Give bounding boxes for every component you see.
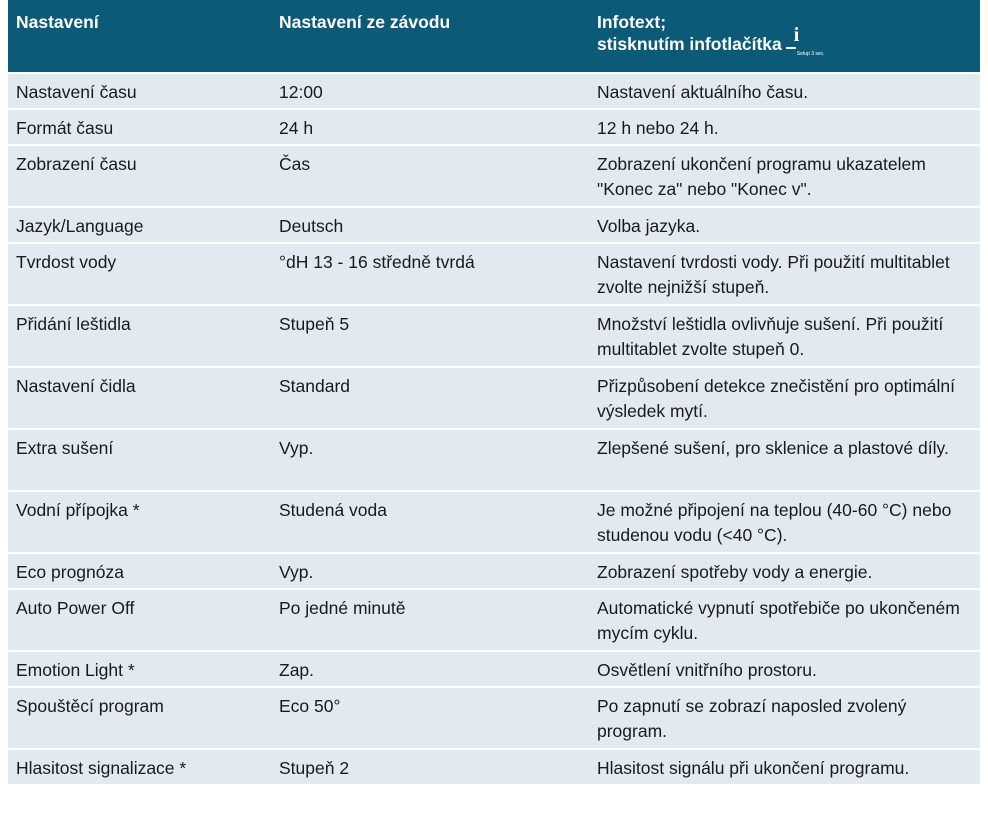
table-row bbox=[8, 144, 980, 206]
settings-table bbox=[8, 0, 980, 784]
default-cell: °dH 13 - 16 středně tvrdá bbox=[279, 252, 475, 272]
table-row bbox=[8, 108, 980, 144]
header-infotext-line2 bbox=[597, 24, 972, 57]
table-header bbox=[8, 0, 980, 72]
setting-cell: Formát času bbox=[16, 118, 114, 138]
info-cell: Automatické vypnutí spotřebiče po ukončeném mycím cyklu. bbox=[597, 598, 960, 643]
header-setting: Nastavení bbox=[16, 12, 99, 32]
info-cell: Osvětlení vnitřního prostoru. bbox=[597, 660, 817, 680]
default-cell: 12:00 bbox=[279, 82, 323, 102]
default-cell: Po jedné minutě bbox=[279, 598, 406, 618]
default-cell: Vyp. bbox=[279, 438, 314, 458]
info-icon-caption: Setup 3 sec. bbox=[796, 51, 825, 57]
header-infotext bbox=[589, 0, 980, 72]
info-cell: Zlepšené sušení, pro sklenice a plastové díly. bbox=[597, 438, 949, 458]
setting-cell: Nastavení čidla bbox=[16, 376, 136, 396]
table-row bbox=[8, 748, 980, 784]
setting-cell: Spouštěcí program bbox=[16, 696, 164, 716]
info-icon: i Setup 3 sec. bbox=[786, 33, 820, 55]
info-cell: Hlasitost signálu při ukončení programu. bbox=[597, 758, 910, 778]
info-cell: Po zapnutí se zobrazí naposled zvolený program. bbox=[597, 696, 907, 741]
setting-cell: Jazyk/Language bbox=[16, 216, 144, 236]
default-cell: Stupeň 2 bbox=[279, 758, 350, 778]
table-row bbox=[8, 686, 980, 748]
table-row bbox=[8, 72, 980, 108]
table-row bbox=[8, 552, 980, 588]
info-cell: Množství leštidla ovlivňuje sušení. Při použití multitablet zvolte stupeň 0. bbox=[597, 314, 944, 359]
default-cell: Standard bbox=[279, 376, 351, 396]
setting-cell: Tvrdost vody bbox=[16, 252, 117, 272]
setting-cell: Emotion Light * bbox=[16, 660, 135, 680]
default-cell: Zap. bbox=[279, 660, 315, 680]
table-row bbox=[8, 304, 980, 366]
setting-cell: Auto Power Off bbox=[16, 598, 135, 618]
table-row bbox=[8, 588, 980, 650]
info-cell: Volba jazyka. bbox=[597, 216, 701, 236]
default-cell: Stupeň 5 bbox=[279, 314, 350, 334]
default-cell: Eco 50° bbox=[279, 696, 341, 716]
table-row bbox=[8, 242, 980, 304]
setting-cell: Vodní přípojka * bbox=[16, 500, 140, 520]
setting-cell: Zobrazení času bbox=[16, 154, 137, 174]
setting-cell: Přidání leštidla bbox=[16, 314, 131, 334]
info-cell: Přizpůsobení detekce znečistění pro optimální výsledek mytí. bbox=[597, 376, 955, 421]
default-cell: 24 h bbox=[279, 118, 314, 138]
header-infotext-label: stisknutím infotlačítka bbox=[597, 34, 782, 54]
default-cell: Deutsch bbox=[279, 216, 344, 236]
table-row bbox=[8, 650, 980, 686]
setting-cell: Eco prognóza bbox=[16, 562, 124, 582]
setting-cell: Nastavení času bbox=[16, 82, 137, 102]
table-row bbox=[8, 428, 980, 490]
info-cell: Zobrazení spotřeby vody a energie. bbox=[597, 562, 873, 582]
info-cell: Nastavení tvrdosti vody. Při použití multitablet zvolte nejnižší stupeň. bbox=[597, 252, 950, 297]
info-cell: Nastavení aktuálního času. bbox=[597, 82, 809, 102]
table-row bbox=[8, 206, 980, 242]
table-row bbox=[8, 490, 980, 552]
info-cell: Je možné připojení na teplou (40-60 °C) nebo studenou vodu (<40 °C). bbox=[597, 500, 952, 545]
default-cell: Vyp. bbox=[279, 562, 314, 582]
default-cell: Studená voda bbox=[279, 500, 388, 520]
setting-cell: Hlasitost signalizace * bbox=[16, 758, 187, 778]
info-cell: Zobrazení ukončení programu ukazatelem "Konec za" nebo "Konec v". bbox=[597, 154, 926, 199]
default-cell: Čas bbox=[279, 154, 311, 174]
header-factory-default: Nastavení ze závodu bbox=[279, 12, 451, 32]
table-row bbox=[8, 366, 980, 428]
header-infotext-line1: Infotext; bbox=[597, 12, 667, 32]
setting-cell: Extra sušení bbox=[16, 438, 114, 458]
info-cell: 12 h nebo 24 h. bbox=[597, 118, 719, 138]
